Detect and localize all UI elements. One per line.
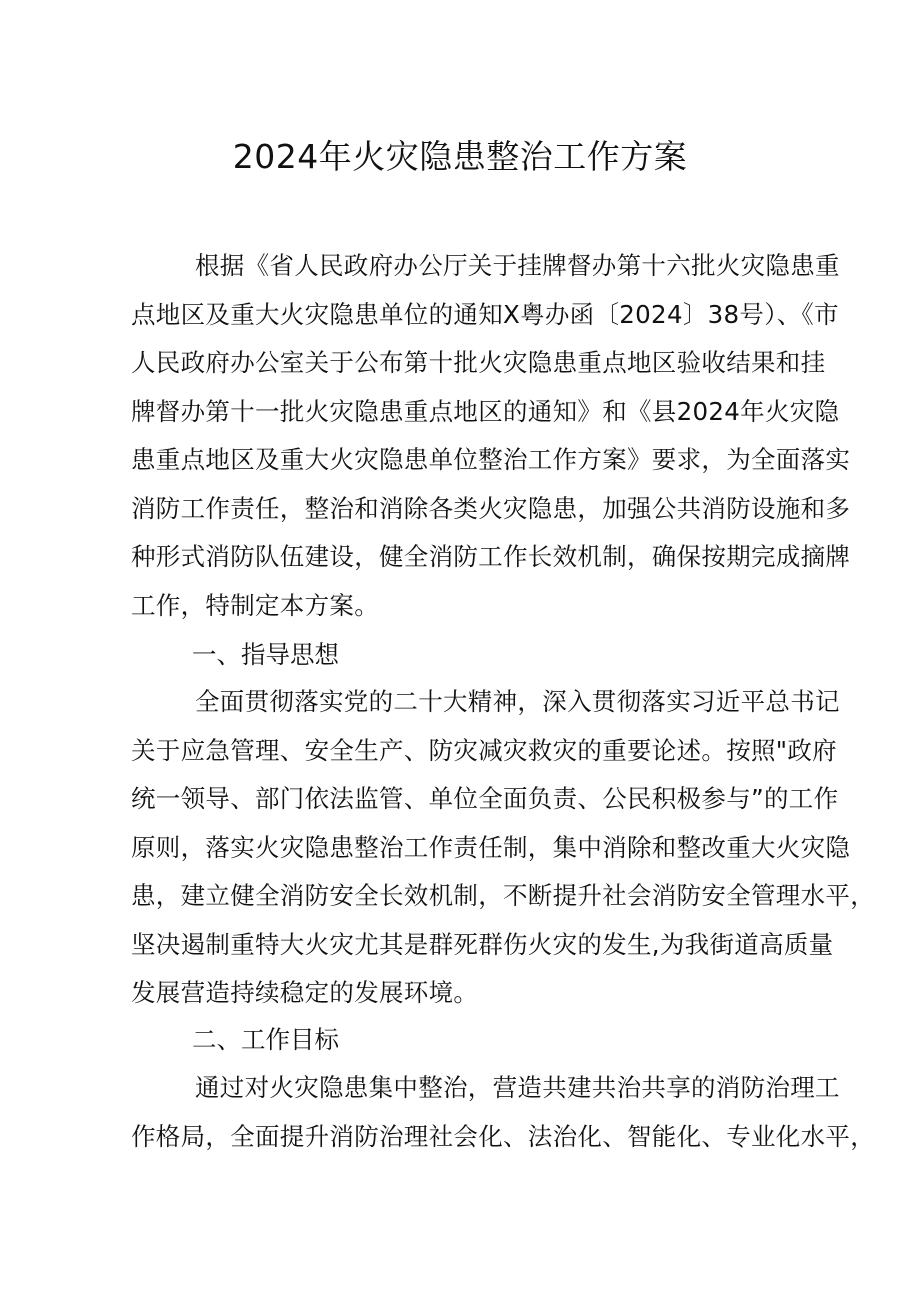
paragraph-line: 统一领导、部门依法监管、单位全面负责、公民积极参与”的工作 — [131, 784, 839, 813]
paragraph-line: 发展营造持续稳定的发展环境。 — [131, 978, 479, 1007]
paragraph-line: 消防工作责任，整治和消除各类火灾隐患，加强公共消防设施和多 — [131, 493, 851, 523]
section2-paragraph — [131, 1064, 875, 1161]
paragraph-line: 种形式消防队伍建设，健全消防工作长效机制，确保按期完成摘牌 — [131, 542, 851, 571]
section-heading-work-goals: 二、工作目标 — [192, 1025, 339, 1054]
paragraph-line: 原则，落实火灾隐患整治工作责任制，集中消除和整改重大火灾隐 — [131, 832, 851, 862]
paragraph-line: 牌督办第十一批火灾隐患重点地区的通知》和《县2024年火灾隐 — [131, 396, 840, 426]
paragraph-line: 通过对火灾隐患集中整治，营造共建共治共享的消防治理工 — [195, 1073, 840, 1102]
section1-paragraph — [131, 678, 875, 1018]
paragraph-line: 患，建立健全消防安全长效机制，不断提升社会消防安全管理水平， — [131, 881, 875, 910]
paragraph-line: 作格局，全面提升消防治理社会化、法治化、智能化、专业化水平， — [131, 1121, 875, 1151]
paragraph-line: 人民政府办公室关于公布第十批火灾隐患重点地区验收结果和挂 — [131, 348, 826, 377]
intro-paragraph — [131, 242, 851, 630]
paragraph-line: 坚决遏制重特大火灾尤其是群死群伤火灾的发生,为我街道高质量 — [131, 929, 834, 959]
paragraph-line: 点地区及重大火灾隐患单位的通知X粤办函〔2024〕38号）、《市 — [131, 299, 839, 329]
paragraph-line: 工作，特制定本方案。 — [131, 590, 379, 620]
paragraph-line: 关于应急管理、安全生产、防灾减灾救灾的重要论述。按照"政府 — [131, 735, 837, 765]
paragraph-line: 全面贯彻落实党的二十大精神，深入贯彻落实习近平总书记 — [195, 687, 840, 716]
paragraph-line: 根据《省人民政府办公厅关于挂牌督办第十六批火灾隐患重 — [195, 251, 840, 280]
document-title: 2024年火灾隐患整治工作方案 — [232, 137, 688, 176]
paragraph-line: 患重点地区及重大火灾隐患单位整治工作方案》要求，为全面落实 — [131, 445, 851, 474]
section-heading-guiding-thought: 一、指导思想 — [192, 640, 339, 669]
